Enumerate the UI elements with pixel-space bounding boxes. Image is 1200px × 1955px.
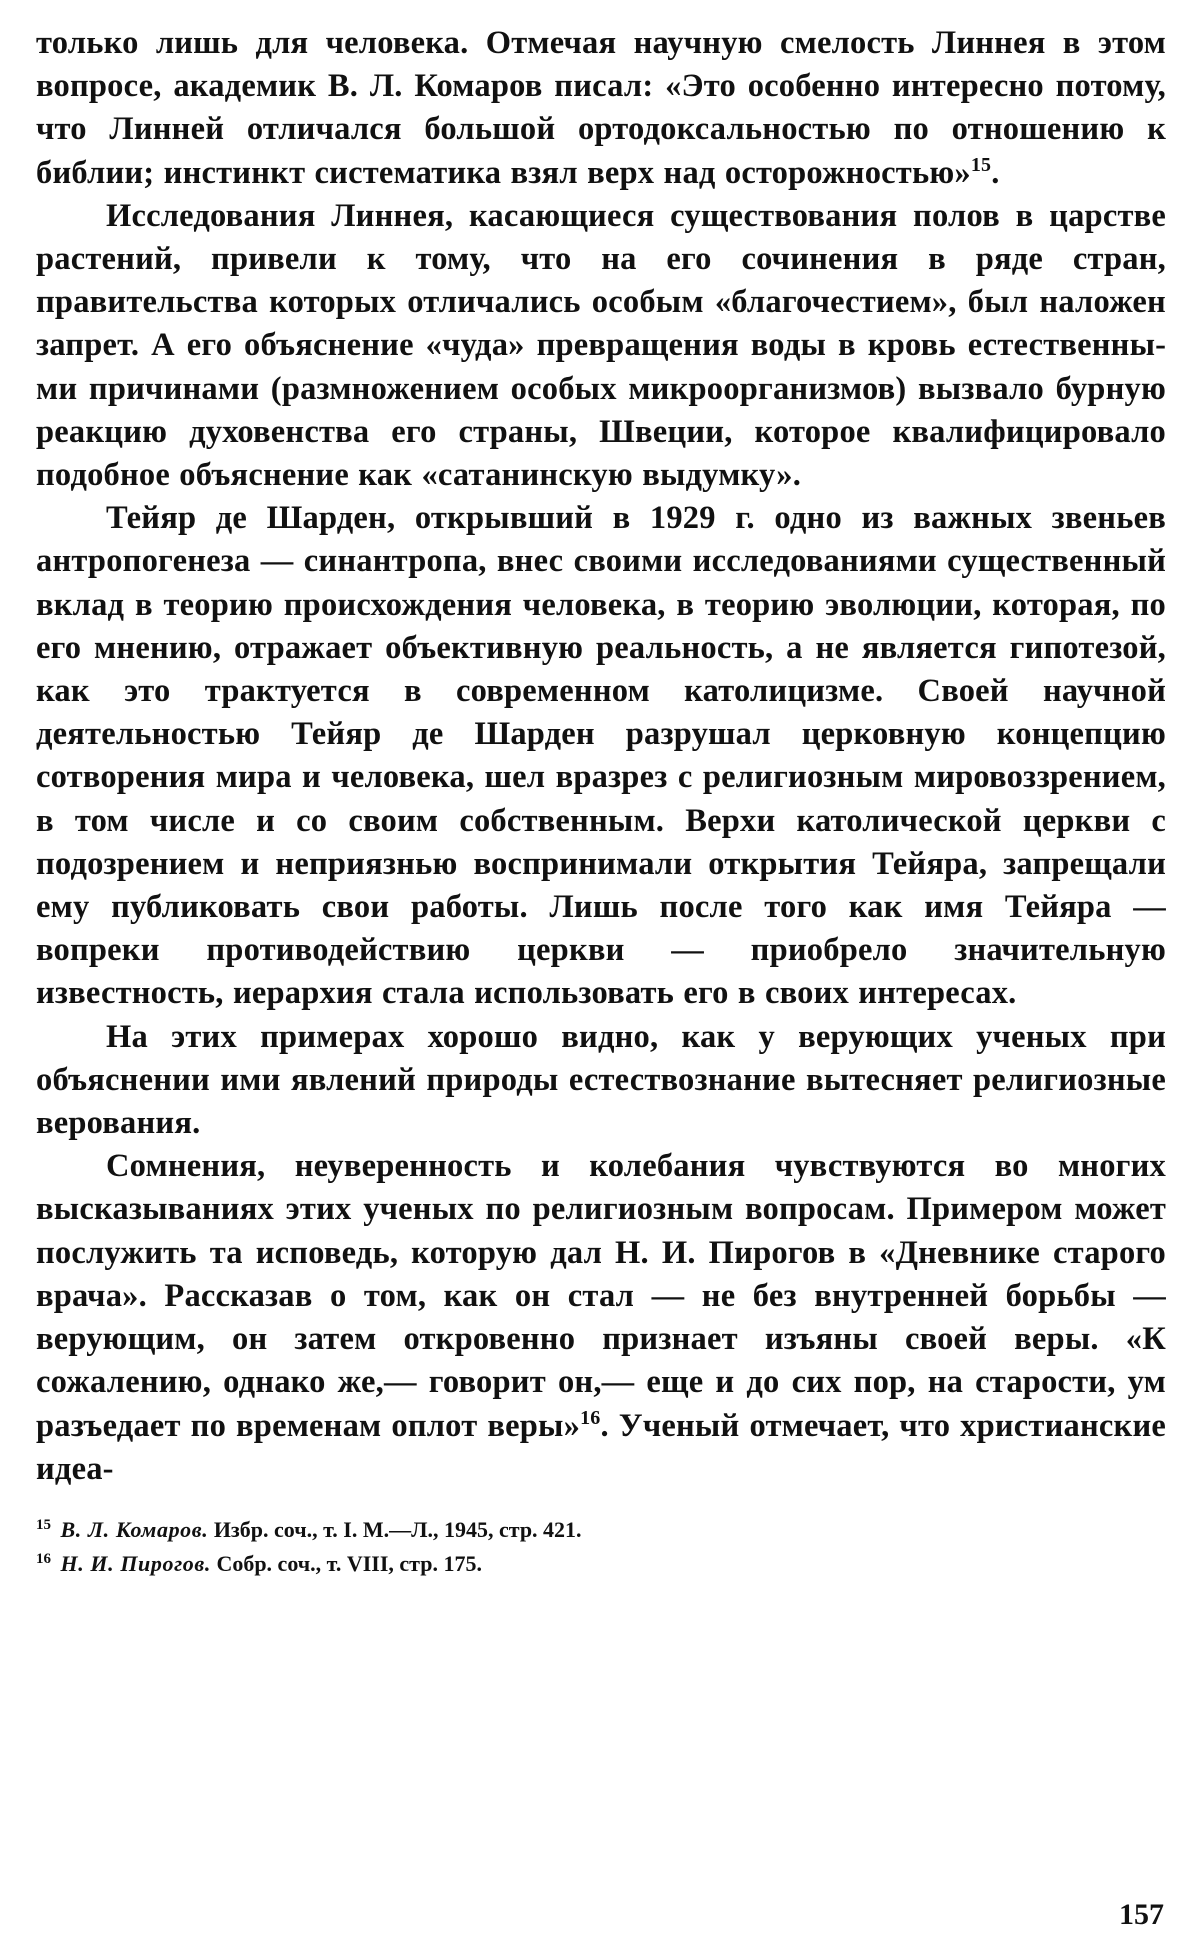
paragraph — [36, 1145, 1166, 1491]
paragraph-tail: . — [991, 154, 1000, 191]
footnote-text: Собр. соч., т. VIII, стр. 175. — [216, 1550, 482, 1576]
footnote-text: Избр. соч., т. I. М.—Л., 1945, стр. 421. — [213, 1516, 582, 1542]
paragraph — [36, 497, 1166, 1015]
paragraph-text: только лишь для человека. Отмечая научную смелость Линнея в этом вопросе, академик В. Л. Комаров писал: «Это особенно интересно потому, что Линней отличался большой ортодоксальностью по отношению к библии; инстинкт систематика взял верх над осторожностью» — [36, 25, 1166, 191]
book-page — [36, 22, 1166, 1581]
footnote-author: В. Л. Комаров. — [60, 1516, 209, 1542]
page-number: 157 — [1119, 1898, 1164, 1931]
footnote — [36, 1547, 1166, 1581]
paragraph-text: Исследования Линнея, касающиеся существования полов в царстве растений, привели к тому, что на его сочинения в ряде стран, правительства которых отличались особым «благочестием», был наложен запрет. А его объяснение «чуда» превращения воды в кровь естественными причинами (размножением особых микроорганизмов) вызвало бурную реакцию духовенства его страны, Швеции, которое квалифицировало подобное объяснение как «сатанинскую выдумку». — [36, 197, 1166, 494]
paragraph — [36, 22, 1166, 195]
paragraph — [36, 195, 1166, 497]
footnote-author: Н. И. Пирогов. — [60, 1550, 211, 1576]
body-text — [36, 22, 1166, 1491]
footnote-mark: 15 — [36, 1516, 51, 1533]
paragraph-text: Сомнения, неуверенность и колебания чувствуются во многих высказываниях этих ученых по религиозным вопросам. Примером может послужить та исповедь, которую дал Н. И. Пирогов в «Дневнике старого врача». Рассказав о том, как он стал — не без внутренней борьбы — верующим, он затем откровенно признает изъяны своей веры. «К сожалению, однако же,— говорит он,— еще и до сих пор, на старости, ум разъедает по временам оплот веры» — [36, 1148, 1166, 1444]
footnotes — [36, 1513, 1166, 1581]
paragraph-tail: . Ученый отмечает, что христианские идеа- — [36, 1407, 1166, 1487]
paragraph — [36, 1016, 1166, 1146]
footnote-mark: 16 — [36, 1550, 51, 1567]
footnote-ref: 16 — [580, 1406, 601, 1429]
paragraph-text: На этих примерах хорошо видно, как у верующих ученых при объяснении ими явлений природы естествознание вытесняет религиозные верования. — [36, 1018, 1166, 1142]
footnote — [36, 1513, 1166, 1547]
footnote-ref: 15 — [970, 153, 992, 176]
paragraph-text: Тейяр де Шарден, открывший в 1929 г. одно из важных звеньев антропогенеза — синантропа, внес своими исследованиями существенный вклад в теорию происхождения человека, в теорию эволюции, которая, по его мнению, отражает объективную реальность, а не является гипотезой, как это трактуется в современном католицизме. Своей научной деятельностью Тейяр де Шарден разрушал церковную концепцию сотворения мира и человека, шел вразрез с религиозным мировоззрением, в том числе и со своим собственным. Верхи католической церкви с подозрением и неприязнью воспринимали открытия Тейяра, запрещали ему публиковать свои работы. Лишь после того как имя Тейяра — вопреки противодействию церкви — приобрело значительную известность, иерархия стала использовать его в своих интересах. — [36, 500, 1166, 1012]
